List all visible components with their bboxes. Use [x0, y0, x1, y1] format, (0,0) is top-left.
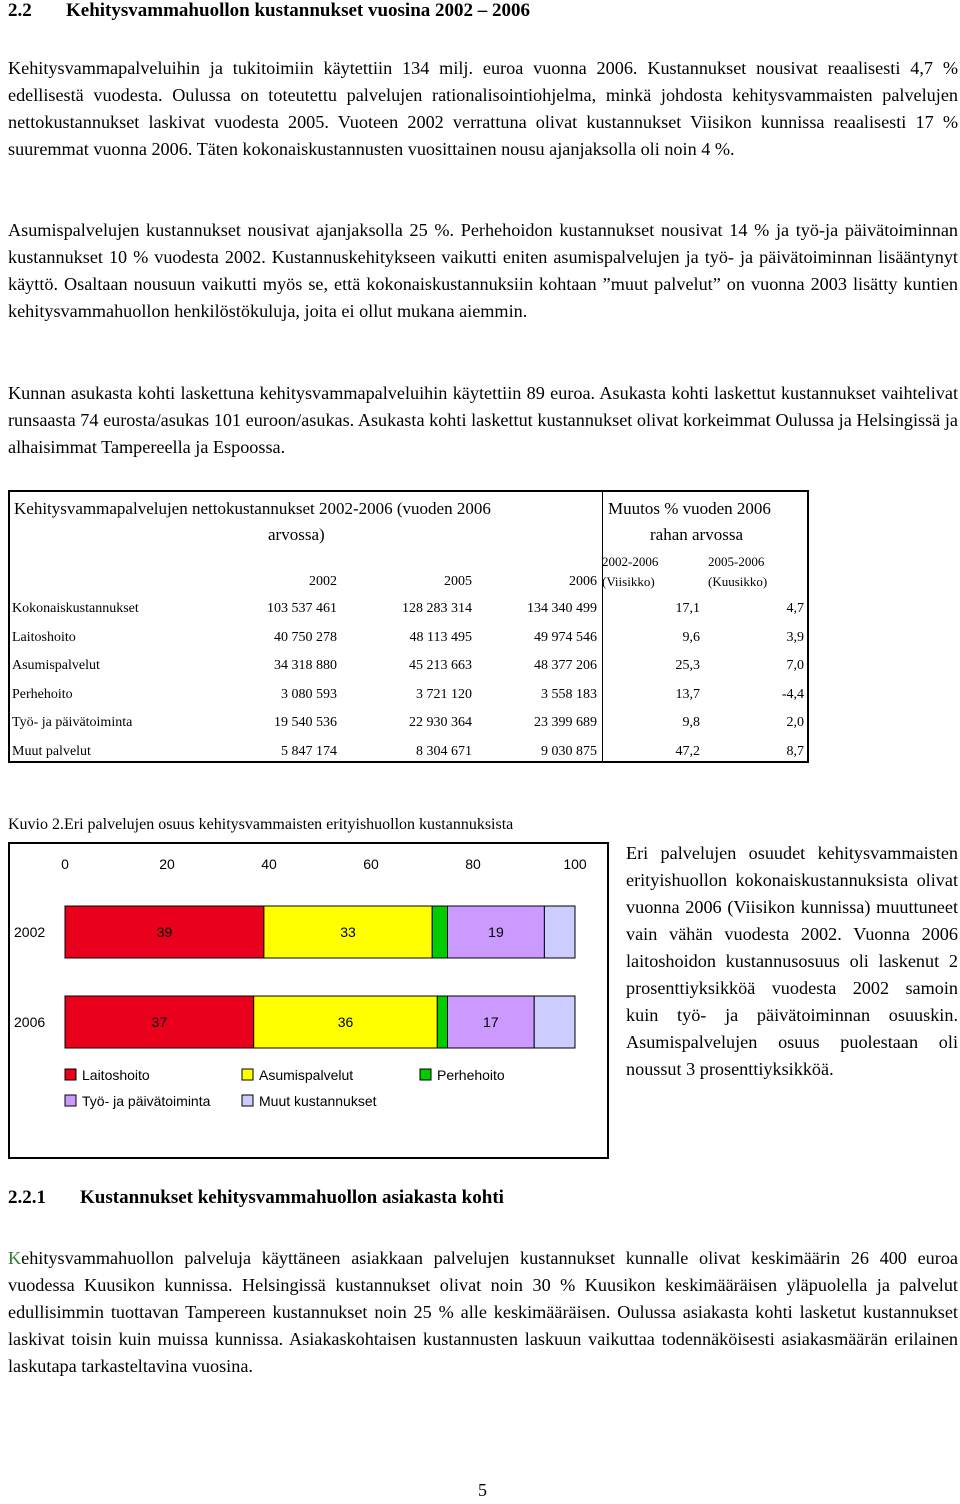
data-label: 39 — [156, 924, 173, 940]
cell-2002: 103 537 461 — [267, 601, 337, 616]
legend-label: Muut kustannukset — [259, 1093, 377, 1109]
section-heading — [8, 0, 530, 22]
cell-change-1: 47,2 — [675, 743, 700, 759]
row-label: Työ- ja päivätoiminta — [12, 715, 133, 730]
cell-change-2: 2,0 — [786, 715, 804, 730]
year-2006: 2006 — [569, 574, 597, 589]
cell-2006: 3 558 183 — [541, 686, 597, 702]
cell-2005: 8 304 671 — [416, 743, 472, 759]
paragraph-4 — [8, 1245, 958, 1380]
legend-label: Asumispalvelut — [259, 1067, 354, 1083]
subsection-number: 2.2.1 — [8, 1187, 46, 1208]
chart-frame — [8, 842, 609, 1159]
year-2005: 2005 — [444, 574, 472, 589]
x-tick-label: 60 — [363, 856, 379, 872]
side-text: Eri palvelujen osuudet kehitysvammaisten erityishuollon kokonaiskustannuksista olivat vuonna 2006 (Viisikon kunnissa) muuttuneet vain vähän vuodesta 2002. Vuonna 2006 laitoshoidon kustannusosuus oli laskenut 2 prosenttiyksikköä vuodesta 2002 samoin kuin työ- ja päivätoiminnan osuuskin. Asumispalvelujen osuus puolestaan oli noussut 3 prosenttiyksikköä. — [626, 843, 958, 1079]
cell-2006: 49 974 546 — [534, 629, 597, 645]
cell-change-1: 9,8 — [682, 715, 700, 730]
cell-change-2: -4,4 — [781, 686, 804, 702]
table-title-right: Muutos % vuoden 2006 — [608, 499, 771, 518]
stacked-bar-chart — [10, 844, 607, 1157]
cell-2002: 3 080 593 — [281, 686, 337, 702]
data-label: 19 — [488, 924, 504, 940]
bar-segment — [437, 996, 447, 1048]
paragraph-3: Kunnan asukasta kohti laskettuna kehitysvammapalveluihin käytettiin 89 euroa. Asukasta kohti laskettut kustannukset vaihtelivat runsaasta 74 eurosta/asukas 101 euroon/asukas. Asukasta kohti laskettut kustannukset olivat korkeimmat Oulussa ja Helsingissä ja alhaisimmat Tampereella ja Espoossa. — [8, 383, 958, 457]
category-label: 2006 — [14, 1014, 46, 1030]
cell-2005: 48 113 495 — [409, 629, 472, 645]
change-label-1: (Viisikko) — [602, 574, 655, 589]
cell-2005: 3 721 120 — [416, 686, 472, 702]
data-label: 17 — [483, 1014, 499, 1030]
cell-change-1: 17,1 — [675, 601, 700, 616]
drop-letter: K — [8, 1248, 22, 1268]
table-divider — [602, 492, 603, 761]
change-period-1: 2002-2006 — [602, 554, 659, 569]
legend-swatch — [420, 1069, 431, 1080]
cell-2002: 34 318 880 — [274, 658, 337, 673]
cell-change-1: 25,3 — [675, 658, 700, 673]
paragraph-1: Kehitysvammapalveluihin ja tukitoimiin käytettiin 134 milj. euroa vuonna 2006. Kustannukset nousivat reaalisesti 4,7 % edellisestä vuodesta. Oulussa on toteutettu palvelujen rationalisointiohjelma, minkä johdosta kehitysvammaisten palvelujen nettokustannukset laskivat vuodesta 2005. Vuoteen 2002 verrattuna olivat kustannukset Viisikon kunnissa reaalisesti 17 % suuremmat vuonna 2006. Täten kokonaiskustannusten vuosittainen nousu ajanjaksolla oli noin 4 %. — [8, 58, 958, 159]
legend-swatch — [242, 1069, 253, 1080]
cell-change-2: 8,7 — [786, 743, 804, 759]
change-label-2: (Kuusikko) — [708, 574, 768, 589]
x-tick-label: 0 — [61, 856, 69, 872]
cell-2006: 9 030 875 — [541, 743, 597, 759]
x-tick-label: 100 — [563, 856, 587, 872]
table-title-left-2: arvossa) — [268, 525, 325, 544]
data-label: 37 — [151, 1014, 168, 1030]
paragraph-4-text: ehitysvammahuollon palveluja käyttäneen asiakkaan palvelujen kustannukset kunnalle olivat keskimäärin 26 400 euroa vuodessa Kuusikon kunnissa. Helsingissä kustannukset olivat noin 30 % Kuusikon keskimääräisen yläpuolella ja palvelut edullisimmin tuottavan Tampereen kustannukset noin 25 % alle keskimääräisen. Oulussa asiakasta kohti lasketut kustannukset laskivat toisin kuin muissa kunnissa. Asiakaskohtaisen kustannusten laskuun vaikuttaa todennäköisesti asiakasmäärän erilainen laskutapa tarkasteltavina vuosina. — [8, 1248, 958, 1376]
cell-change-2: 3,9 — [786, 629, 804, 645]
cell-2005: 45 213 663 — [409, 658, 472, 673]
row-label: Perhehoito — [12, 686, 73, 702]
cell-2006: 48 377 206 — [534, 658, 597, 673]
change-period-2: 2005-2006 — [708, 554, 765, 569]
cell-2006: 134 340 499 — [527, 601, 597, 616]
cell-change-1: 9,6 — [682, 629, 700, 645]
section-title: Kehitysvammahuollon kustannukset vuosina 2002 – 2006 — [66, 0, 531, 21]
cell-2005: 128 283 314 — [402, 601, 472, 616]
x-tick-label: 40 — [261, 856, 277, 872]
paragraph-2: Asumispalvelujen kustannukset nousivat ajanjaksolla 25 %. Perhehoidon kustannukset nousivat 14 % ja työ-ja päivätoiminnan kustannukset 10 % vuodesta 2002. Kustannuskehitykseen vaikutti eniten asumispalvelujen ja työ- ja päivätoiminnan lisääntynyt käyttö. Osaltaan nousuun vaikutti myös se, että kokonaiskustannuksiin kohtaan ”muut palvelut” on vuonna 2003 lisätty kuntien kehitysvammahuollon henkilöstökuluja, joita ei ollut mukana aiemmin. — [8, 220, 958, 321]
legend-label: Perhehoito — [437, 1067, 505, 1083]
bar-segment — [534, 996, 575, 1048]
row-label: Muut palvelut — [12, 743, 91, 759]
table-title-right-2: rahan arvossa — [650, 525, 743, 544]
cell-2002: 40 750 278 — [274, 629, 337, 645]
year-2002: 2002 — [309, 574, 337, 589]
legend-label: Työ- ja päivätoiminta — [82, 1093, 211, 1109]
x-tick-label: 80 — [465, 856, 481, 872]
row-label: Kokonaiskustannukset — [12, 601, 139, 616]
legend-swatch — [65, 1095, 76, 1106]
subsection-heading — [8, 1187, 504, 1209]
page-number: 5 — [478, 1480, 487, 1500]
cell-change-2: 4,7 — [786, 601, 804, 616]
legend-swatch — [242, 1095, 253, 1106]
cell-2002: 5 847 174 — [281, 743, 337, 759]
legend-label: Laitoshoito — [82, 1067, 150, 1083]
cell-2002: 19 540 536 — [274, 715, 337, 730]
figure-caption: Kuvio 2.Eri palvelujen osuus kehitysvammaisten erityishuollon kustannuksista — [8, 816, 514, 833]
bar-segment — [544, 906, 575, 958]
cell-2006: 23 399 689 — [534, 715, 597, 730]
legend-swatch — [65, 1069, 76, 1080]
cell-change-1: 13,7 — [675, 686, 700, 702]
bar-segment — [432, 906, 447, 958]
cell-change-2: 7,0 — [786, 658, 804, 673]
x-tick-label: 20 — [159, 856, 175, 872]
category-label: 2002 — [14, 924, 46, 940]
table-title-left: Kehitysvammapalvelujen nettokustannukset 2002-2006 (vuoden 2006 — [14, 499, 491, 518]
cost-table — [8, 490, 809, 763]
data-label: 36 — [337, 1014, 354, 1030]
data-label: 33 — [340, 924, 356, 940]
row-label: Laitoshoito — [12, 629, 76, 645]
subsection-title: Kustannukset kehitysvammahuollon asiakasta kohti — [80, 1187, 504, 1208]
section-number: 2.2 — [8, 0, 32, 21]
cell-2005: 22 930 364 — [409, 715, 472, 730]
row-label: Asumispalvelut — [12, 658, 100, 673]
